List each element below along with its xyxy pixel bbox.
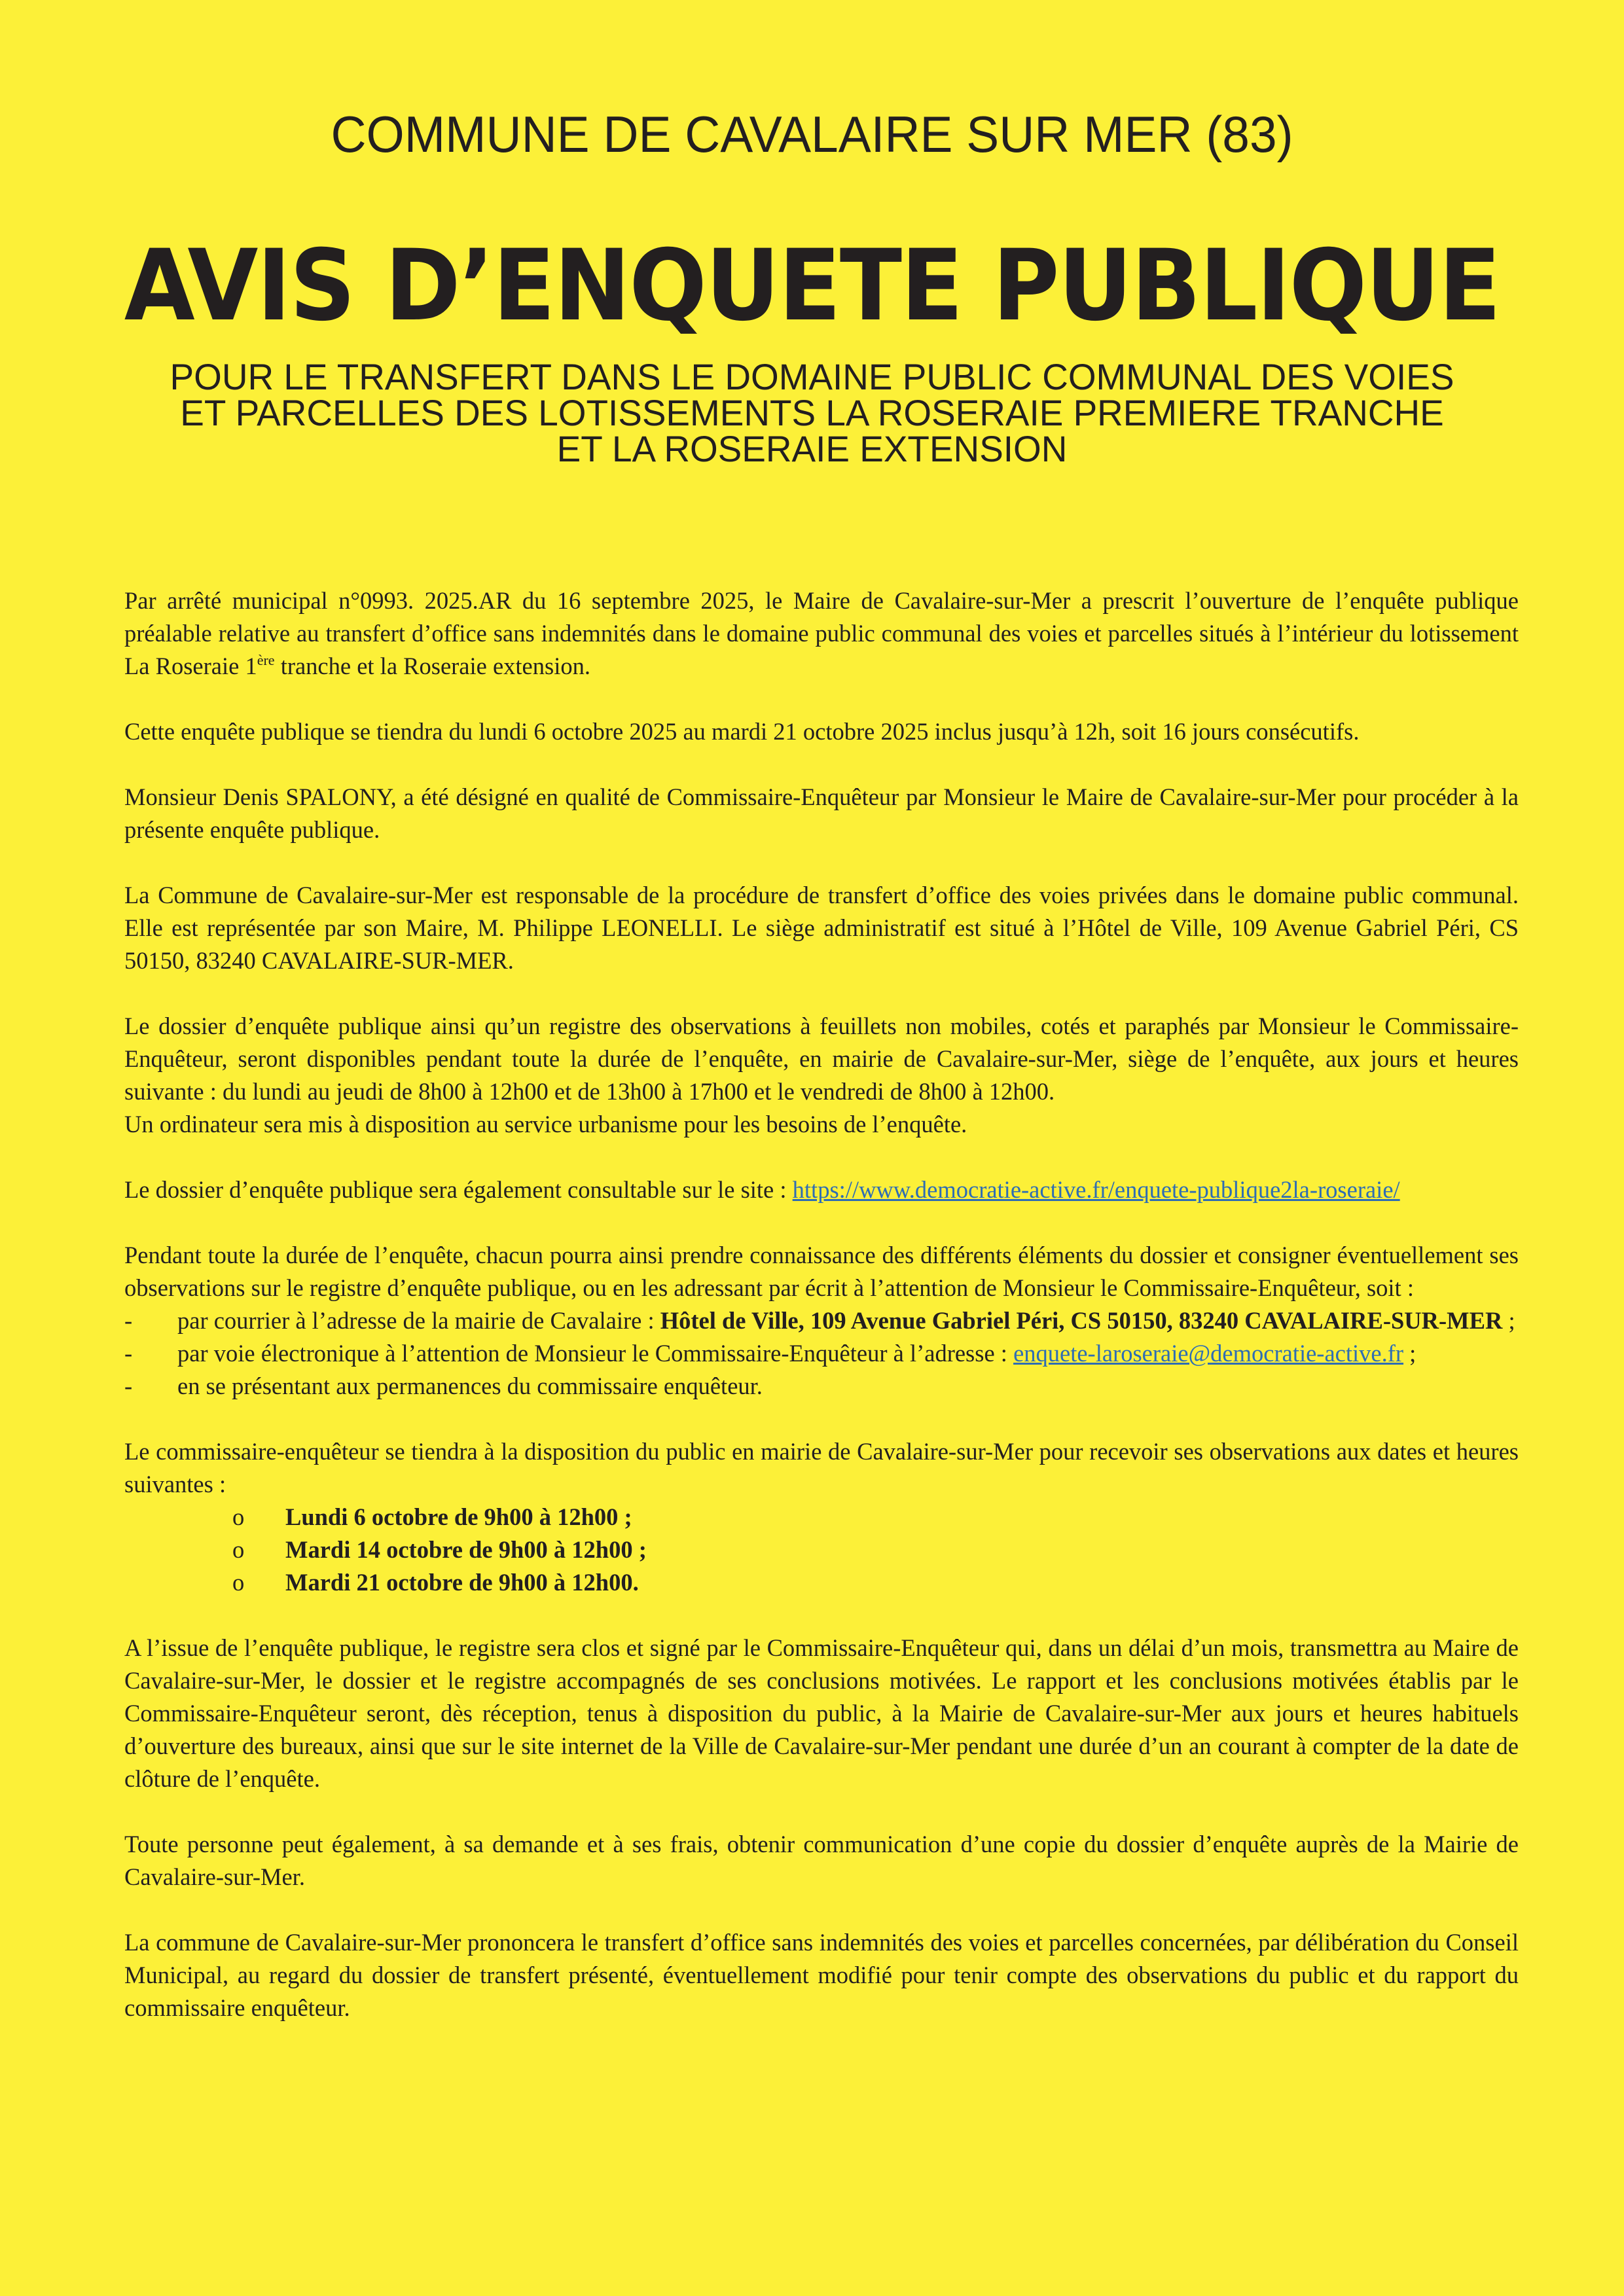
website-link[interactable]: https://www.democratie-active.fr/enquete-publique2la-roseraie/ (792, 1176, 1400, 1203)
email-link[interactable]: enquete-laroseraie@democratie-active.fr (1013, 1340, 1404, 1367)
dash-bullet: - (124, 1307, 133, 1334)
submission-methods-list (124, 1304, 1519, 1403)
circle-bullet: o (232, 1536, 245, 1563)
superscript: ère (257, 652, 275, 668)
paragraph-dossier: Le dossier d’enquête publique ainsi qu’un registre des observations à feuillets non mobiles, cotés et paraphés par Monsieur le Commissaire-Enquêteur, seront disponibles pendant toute la durée de l’enquête, en mairie de Cavalaire-sur-Mer, siège de l’enquête, aux jours et heures suivante : du lundi au jeudi de 8h00 à 12h00 et de 13h00 à 17h00 et le vendredi de 8h00 à 12h00. (124, 1013, 1519, 1105)
text: par voie électronique à l’attention de Monsieur le Commissaire-Enquêteur à l’adresse : (177, 1340, 1014, 1367)
text: ; (1502, 1307, 1515, 1334)
subtitle-line: ET PARCELLES DES LOTISSEMENTS LA ROSERAIE PREMIERE TRANCHE (180, 392, 1444, 433)
list-item (124, 1337, 1519, 1370)
list-item (124, 1370, 1519, 1403)
dash-bullet: - (124, 1340, 133, 1367)
notice-subtitle (16, 356, 1608, 469)
text: Le dossier d’enquête publique sera également consultable sur le site : (124, 1176, 793, 1203)
text: Mardi 14 octobre de 9h00 à 12h00 ; (285, 1536, 647, 1563)
text: par courrier à l’adresse de la mairie de Cavalaire : (177, 1307, 660, 1334)
text: en se présentant aux permanences du commissaire enquêteur. (177, 1372, 763, 1399)
permanence-item (124, 1566, 1519, 1599)
text: ; (1403, 1340, 1416, 1367)
paragraph-copie: Toute personne peut également, à sa demande et à ses frais, obtenir communication d’une copie du dossier d’enquête auprès de la Mairie de Cavalaire-sur-Mer. (124, 1831, 1519, 1890)
circle-bullet: o (232, 1569, 245, 1596)
paragraph-permanences: Le commissaire-enquêteur se tiendra à la disposition du public en mairie de Cavalaire-sur-Mer pour recevoir ses observations aux dates et heures suivantes : (124, 1438, 1519, 1498)
paragraph-ordinateur: Un ordinateur sera mis à disposition au service urbanisme pour les besoins de l’enquête. (124, 1111, 967, 1138)
paragraph-deliberation: La commune de Cavalaire-sur-Mer prononcera le transfert d’office sans indemnités des voies et parcelles concernées, par délibération du Conseil Municipal, au regard du dossier de transfert présenté, éventuellement modifié pour tenir compte des observations du public et du rapport du commissaire enquêteur. (124, 1929, 1519, 2021)
paragraph-responsable: La Commune de Cavalaire-sur-Mer est responsable de la procédure de transfert d’office des voies privées dans le domaine public communal. Elle est représentée par son Maire, M. Philippe LEONELLI. Le siège administratif est situé à l’Hôtel de Ville, 109 Avenue Gabriel Péri, CS 50150, 83240 CAVALAIRE-SUR-MER. (124, 882, 1519, 974)
commune-header: COMMUNE DE CAVALAIRE SUR MER (83) (331, 105, 1293, 163)
paragraph-observations: Pendant toute la durée de l’enquête, chacun pourra ainsi prendre connaissance des différents éléments du dossier et consigner éventuellement ses observations sur le registre d’enquête publique, ou en les adressant par écrit à l’attention de Monsieur le Commissaire-Enquêteur, soit : (124, 1242, 1519, 1301)
subtitle-line: ET LA ROSERAIE EXTENSION (556, 428, 1068, 469)
text: tranche et la Roseraie extension. (274, 653, 590, 679)
permanence-item (124, 1501, 1519, 1534)
circle-bullet: o (232, 1503, 245, 1530)
text: Par arrêté municipal n°0993. 2025.AR du 16 septembre 2025, le Maire de Cavalaire-sur-Mer a prescrit l’ouverture de l’enquête publique préalable relative au transfert d’office sans indemnités dans le domaine public communal des voies et parcelles situés à l’intérieur du lotissement La Roseraie 1 (124, 587, 1519, 679)
permanences-list (124, 1501, 1519, 1599)
address-bold: Hôtel de Ville, 109 Avenue Gabriel Péri, CS 50150, 83240 CAVALAIRE-SUR-MER (660, 1307, 1503, 1334)
text: Lundi 6 octobre de 9h00 à 12h00 ; (285, 1503, 632, 1530)
paragraph-cloture: A l’issue de l’enquête publique, le registre sera clos et signé par le Commissaire-Enquêteur qui, dans un délai d’un mois, transmettra au Maire de Cavalaire-sur-Mer, le dossier et le registre accompagnés de ses conclusions motivées. Le rapport et les conclusions motivées établis par le Commissaire-Enquêteur seront, dès réception, tenus à disposition du public, à la Mairie de Cavalaire-sur-Mer aux jours et heures habituels d’ouverture des bureaux, ainsi que sur le site internet de la Ville de Cavalaire-sur-Mer pendant une durée d’un an courant à compter de la date de clôture de l’enquête. (124, 1634, 1519, 1792)
paragraph-site (124, 1174, 1519, 1206)
text: Mardi 21 octobre de 9h00 à 12h00. (285, 1569, 639, 1596)
notice-title: AVIS D’ENQUETE PUBLIQUE (124, 229, 1500, 343)
dash-bullet: - (124, 1372, 133, 1399)
permanence-item (124, 1534, 1519, 1566)
notice-body (124, 584, 1519, 2057)
subtitle-line: POUR LE TRANSFERT DANS LE DOMAINE PUBLIC COMMUNAL DES VOIES (170, 356, 1454, 397)
paragraph-dates: Cette enquête publique se tiendra du lundi 6 octobre 2025 au mardi 21 octobre 2025 inclus jusqu’à 12h, soit 16 jours consécutifs. (124, 718, 1360, 745)
list-item (124, 1304, 1519, 1337)
paragraph-arrete (124, 584, 1519, 683)
paragraph-commissaire: Monsieur Denis SPALONY, a été désigné en qualité de Commissaire-Enquêteur par Monsieur le Maire de Cavalaire-sur-Mer pour procéder à la présente enquête publique. (124, 783, 1519, 843)
